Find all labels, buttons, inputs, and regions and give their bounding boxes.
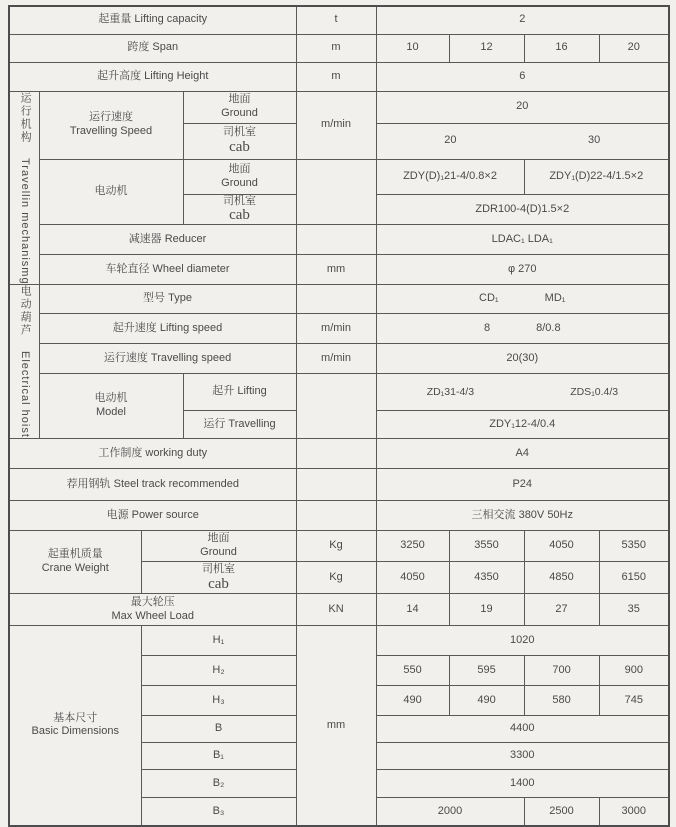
crane-weight-label-zh: 起重机质量 — [47, 548, 103, 561]
lifting-capacity-unit: t — [296, 6, 376, 34]
row-hoist-travelling-speed — [9, 344, 669, 374]
tm-speed-cab-value-2: 30 — [588, 134, 601, 147]
tm-motor-label: 电动机 — [39, 159, 183, 225]
crane-weight-ground-value-3: 4050 — [524, 531, 599, 562]
hoist-travelling-speed-value: 20(30) — [376, 344, 669, 374]
row-hoist-lifting-speed — [9, 314, 669, 344]
hoist-motor-lifting-sublabel: 起升 Lifting — [183, 374, 296, 411]
crane-weight-ground-value-1: 3250 — [376, 531, 449, 562]
tm-speed-ground-value: 20 — [376, 91, 669, 123]
hoist-motor-label-en: Model — [96, 406, 126, 419]
electrical-hoist-section-label — [9, 285, 39, 439]
crane-weight-cab-value-3: 4850 — [524, 562, 599, 594]
tm-speed-unit: m/min — [296, 91, 376, 159]
hoist-motor-lifting-value-1: ZD₁31-4/3 — [426, 385, 475, 398]
tm-motor-ground-value-1: ZDY(D)₁21-4/0.8×2 — [376, 159, 524, 194]
dim-b2-name: B₂ — [141, 770, 296, 798]
power-source-unit-empty — [296, 501, 376, 531]
wheel-diameter-label: 车轮直径 Wheel diameter — [39, 255, 296, 285]
tm-speed-cab-en: cab — [229, 139, 250, 155]
crane-weight-cab-en: cab — [208, 575, 229, 592]
span-value-10: 10 — [376, 34, 449, 62]
travelling-mechanism-section-label — [9, 91, 39, 285]
steel-track-label: 荐用钢轨 Steel track recommended — [9, 469, 296, 501]
tm-speed-ground-en: Ground — [221, 107, 258, 119]
dim-b1-name: B₁ — [141, 743, 296, 770]
hoist-motor-travelling-value: ZDY₁12-4/0.4 — [376, 411, 669, 439]
dim-h3-value-4: 745 — [599, 686, 669, 716]
tm-speed-ground-sublabel — [183, 91, 296, 123]
electrical-hoist-label-zh: 电动葫芦 — [19, 285, 32, 338]
wheel-diameter-value: φ 270 — [376, 255, 669, 285]
dim-h3-name: H₃ — [141, 686, 296, 716]
dim-h2-value-2: 595 — [449, 656, 524, 686]
crane-weight-label — [9, 531, 141, 594]
steel-track-value: P24 — [376, 469, 669, 501]
max-wheel-load-unit: KN — [296, 594, 376, 626]
max-wheel-load-value-2: 19 — [449, 594, 524, 626]
crane-weight-cab-zh: 司机室 — [202, 562, 235, 575]
tm-motor-cab-zh: 司机室 — [223, 194, 256, 207]
basic-dimensions-label-zh: 基本尺寸 — [53, 711, 98, 724]
travelling-mechanism-label-en: Travellin mechanismg — [19, 157, 32, 285]
hoist-lifting-speed-unit: m/min — [296, 314, 376, 344]
hoist-travelling-speed-unit: m/min — [296, 344, 376, 374]
dim-b3-name: B₃ — [141, 798, 296, 826]
row-hoist-type — [9, 285, 669, 314]
hoist-type-value-1: CD₁ — [479, 292, 499, 305]
tm-motor-cab-en: cab — [229, 207, 250, 224]
tm-speed-ground-zh: 地面 — [228, 93, 251, 106]
working-duty-label: 工作制度 working duty — [9, 439, 296, 469]
dim-b3-value-2: 2500 — [524, 798, 599, 826]
tm-speed-cab-values — [376, 123, 669, 159]
row-working-duty — [9, 439, 669, 469]
lifting-height-value: 6 — [376, 62, 669, 91]
power-source-value: 三相交流 380V 50Hz — [376, 501, 669, 531]
crane-weight-ground-zh: 地面 — [207, 532, 230, 545]
crane-weight-cab-value-1: 4050 — [376, 562, 449, 594]
working-duty-value: A4 — [376, 439, 669, 469]
tm-motor-cab-value: ZDR100-4(D)1.5×2 — [376, 194, 669, 225]
hoist-type-label: 型号 Type — [39, 285, 296, 314]
span-value-20: 20 — [599, 34, 669, 62]
max-wheel-load-value-3: 27 — [524, 594, 599, 626]
dim-b2-value: 1400 — [376, 770, 669, 798]
reducer-label: 减速器 Reducer — [39, 225, 296, 255]
wheel-diameter-unit: mm — [296, 255, 376, 285]
crane-weight-cab-value-4: 6150 — [599, 562, 669, 594]
span-label: 跨度 Span — [9, 34, 296, 62]
span-value-16: 16 — [524, 34, 599, 62]
tm-motor-unit-empty — [296, 159, 376, 225]
dim-h3-value-1: 490 — [376, 686, 449, 716]
row-power-source — [9, 501, 669, 531]
hoist-type-values — [376, 285, 669, 314]
dim-h2-value-3: 700 — [524, 656, 599, 686]
dim-b-name: B — [141, 716, 296, 743]
hoist-motor-label — [39, 374, 183, 439]
hoist-type-unit-empty — [296, 285, 376, 314]
dim-h2-value-1: 550 — [376, 656, 449, 686]
row-max-wheel-load — [9, 594, 669, 626]
dim-b1-value: 3300 — [376, 743, 669, 770]
hoist-travelling-speed-label: 运行速度 Travelling speed — [39, 344, 296, 374]
row-reducer — [9, 225, 669, 255]
hoist-lifting-speed-values — [376, 314, 669, 344]
row-lifting-height — [9, 62, 669, 91]
lifting-capacity-value: 2 — [376, 6, 669, 34]
tm-motor-ground-en: Ground — [221, 176, 258, 189]
crane-weight-cab-sublabel — [141, 562, 296, 594]
crane-weight-ground-sublabel — [141, 531, 296, 562]
hoist-type-value-2: MD₁ — [544, 292, 566, 305]
crane-weight-ground-value-2: 3550 — [449, 531, 524, 562]
dim-b3-value-1: 2000 — [376, 798, 524, 826]
max-wheel-load-value-1: 14 — [376, 594, 449, 626]
basic-dimensions-label — [9, 626, 141, 826]
hoist-lifting-speed-value-1: 8 — [483, 321, 491, 334]
tm-speed-label — [39, 91, 183, 159]
dim-h2-value-4: 900 — [599, 656, 669, 686]
power-source-label: 电源 Power source — [9, 501, 296, 531]
basic-dimensions-unit: mm — [296, 626, 376, 826]
row-tm-speed-ground — [9, 91, 669, 123]
tm-speed-label-zh: 运行速度 — [89, 111, 133, 124]
hoist-motor-unit-empty — [296, 374, 376, 439]
crane-spec-table — [8, 5, 670, 827]
lifting-height-label: 起升高度 Lifting Height — [9, 62, 296, 91]
tm-motor-ground-sublabel — [183, 159, 296, 194]
row-span — [9, 34, 669, 62]
tm-speed-label-en: Travelling Speed — [69, 125, 153, 137]
hoist-motor-label-zh: 电动机 — [94, 392, 128, 405]
tm-motor-ground-value-2: ZDY₁(D)22-4/1.5×2 — [524, 159, 669, 194]
hoist-motor-lifting-values — [376, 374, 669, 411]
reducer-value: LDAC₁ LDA₁ — [376, 225, 669, 255]
max-wheel-load-label-en: Max Wheel Load — [111, 609, 195, 622]
dim-h3-value-3: 580 — [524, 686, 599, 716]
hoist-motor-travelling-sublabel: 运行 Travelling — [183, 411, 296, 439]
electrical-hoist-label-en: Electrical hoist — [19, 351, 32, 439]
dim-b3-value-3: 3000 — [599, 798, 669, 826]
row-tm-motor-ground — [9, 159, 669, 194]
crane-weight-ground-en: Ground — [200, 546, 237, 559]
max-wheel-load-value-4: 35 — [599, 594, 669, 626]
tm-speed-cab-sublabel — [183, 123, 296, 159]
row-crane-weight-ground — [9, 531, 669, 562]
dim-h2-name: H₂ — [141, 656, 296, 686]
crane-weight-ground-unit: Kg — [296, 531, 376, 562]
row-hoist-motor-lifting — [9, 374, 669, 411]
crane-weight-cab-value-2: 4350 — [449, 562, 524, 594]
crane-weight-label-en: Crane Weight — [41, 562, 109, 575]
tm-speed-cab-value-1: 20 — [444, 134, 457, 147]
travelling-mechanism-label-zh: 运行机构 — [19, 91, 32, 144]
span-value-12: 12 — [449, 34, 524, 62]
tm-speed-cab-zh: 司机室 — [223, 126, 256, 139]
dim-h1-name: H₁ — [141, 626, 296, 656]
lifting-capacity-label: 起重量 Lifting capacity — [9, 6, 296, 34]
dim-h3-value-2: 490 — [449, 686, 524, 716]
row-wheel-diameter — [9, 255, 669, 285]
max-wheel-load-label — [9, 594, 296, 626]
crane-weight-cab-unit: Kg — [296, 562, 376, 594]
dim-h1-value: 1020 — [376, 626, 669, 656]
dim-b-value: 4400 — [376, 716, 669, 743]
basic-dimensions-label-en: Basic Dimensions — [31, 725, 119, 738]
steel-track-unit-empty — [296, 469, 376, 501]
row-dim-h1 — [9, 626, 669, 656]
span-unit: m — [296, 34, 376, 62]
crane-weight-ground-value-4: 5350 — [599, 531, 669, 562]
reducer-unit-empty — [296, 225, 376, 255]
tm-motor-cab-sublabel — [183, 194, 296, 225]
max-wheel-load-label-zh: 最大轮压 — [130, 595, 175, 608]
hoist-motor-lifting-value-2: ZDS₁0.4/3 — [570, 385, 619, 398]
row-steel-track — [9, 469, 669, 501]
lifting-height-unit: m — [296, 62, 376, 91]
working-duty-unit-empty — [296, 439, 376, 469]
hoist-lifting-speed-value-2: 8/0.8 — [536, 321, 561, 334]
hoist-lifting-speed-label: 起升速度 Lifting speed — [39, 314, 296, 344]
row-lifting-capacity — [9, 6, 669, 34]
tm-motor-ground-zh: 地面 — [228, 162, 251, 175]
